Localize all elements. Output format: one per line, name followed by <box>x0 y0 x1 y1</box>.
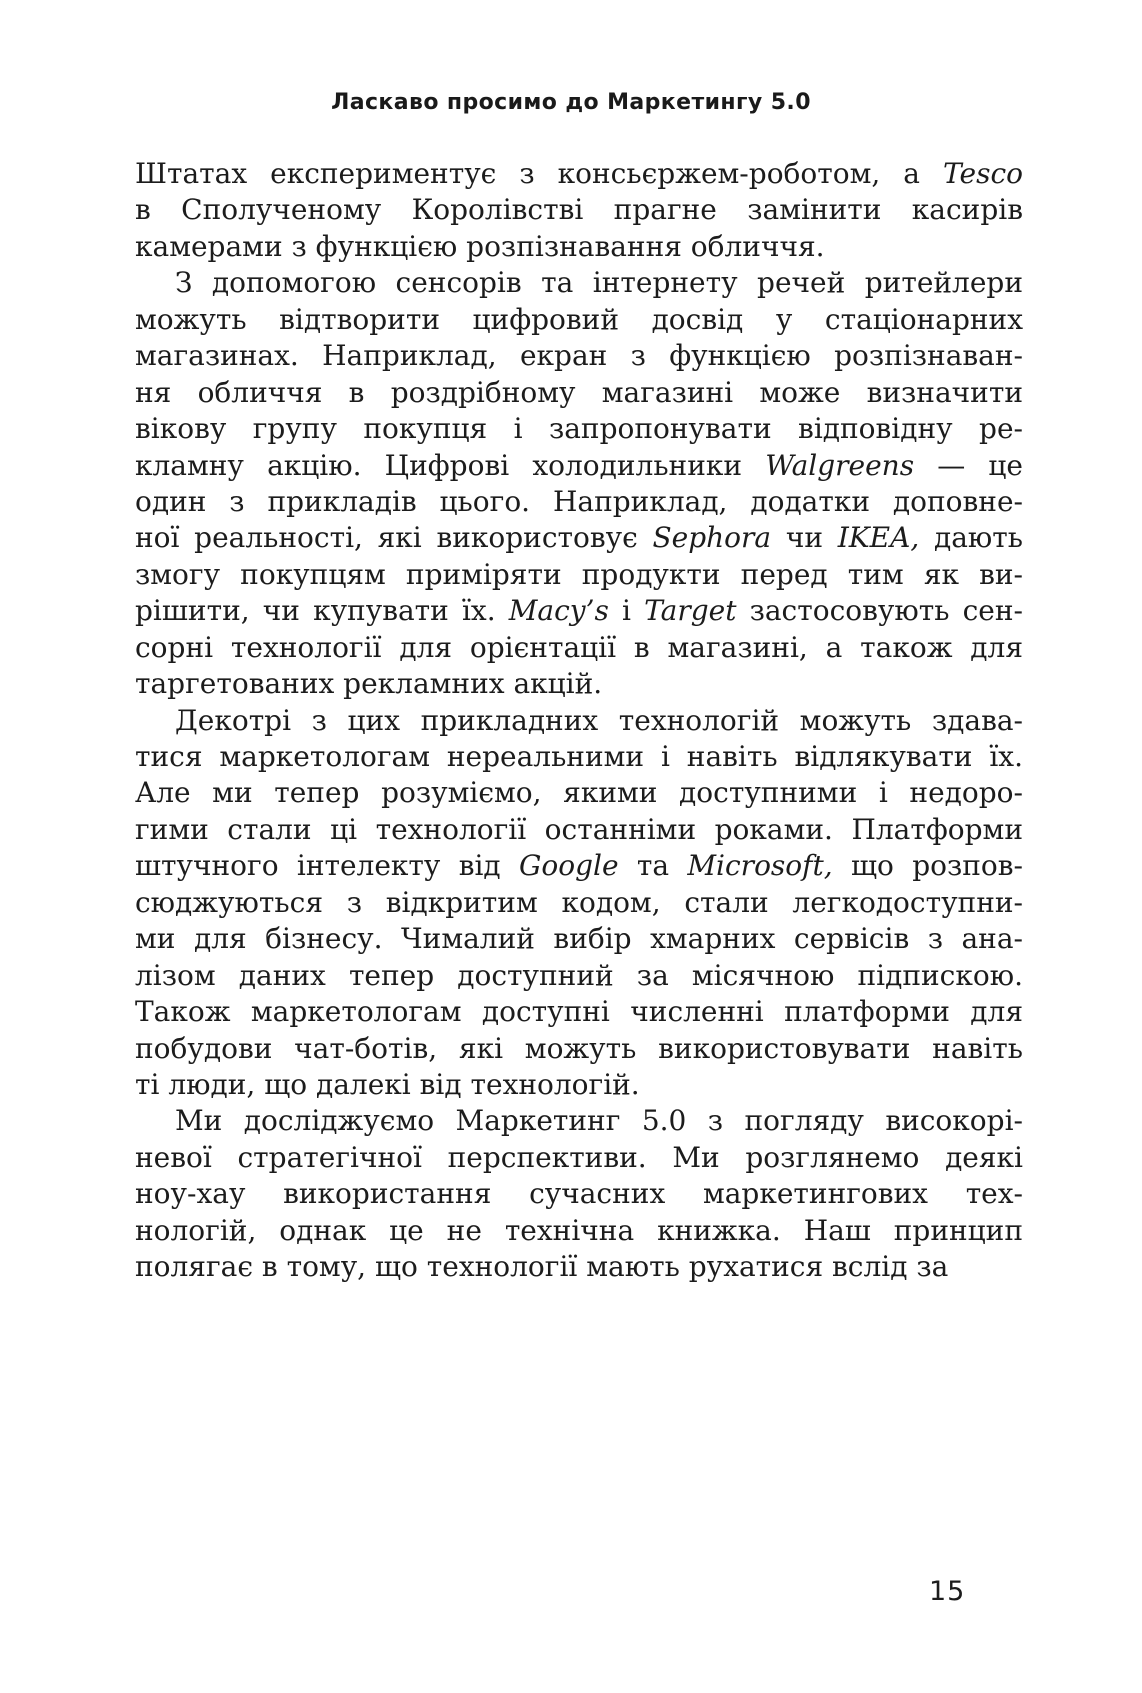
paragraph <box>135 703 1023 1104</box>
paragraph <box>135 265 1023 702</box>
text-run: і <box>608 594 645 628</box>
text-run: лізом даних тепер доступний за місячною підпискою. <box>135 958 1023 992</box>
italic-brand-name: Target <box>644 594 737 628</box>
text-run: тися маркетологам нереальними і навіть відлякувати їх. <box>135 740 1023 773</box>
text-run: ної реальності, які використовує <box>135 521 653 555</box>
paragraph <box>135 156 1023 265</box>
italic-brand-name: Walgreens <box>765 448 915 482</box>
text-run: таргетованих рекламних акцій. <box>135 667 603 701</box>
text-run: дають <box>919 521 1023 555</box>
text-run: Ми досліджуємо Маркетинг 5.0 з погляду високорі- <box>175 1104 1023 1138</box>
text-line <box>135 1176 1023 1212</box>
text-run: штучного інтелекту від <box>135 849 519 883</box>
text-run: рішити, чи купувати їх. <box>135 594 509 628</box>
text-line <box>135 1213 1023 1249</box>
text-line <box>135 484 1023 520</box>
text-line <box>135 1140 1023 1176</box>
text-run: можуть відтворити цифровий досвід у стаціонарних <box>135 302 1023 336</box>
text-run: невої стратегічної перспективи. Ми розглянемо деякі <box>135 1140 1023 1174</box>
text-line <box>135 994 1023 1030</box>
text-line <box>135 1031 1023 1067</box>
italic-brand-name: Macy’s <box>508 594 609 628</box>
text-line <box>135 921 1023 957</box>
text-line <box>135 703 1023 739</box>
text-run: в Сполученому Королівстві прагне замінити касирів <box>135 193 1023 227</box>
text-run: застосовують сен- <box>736 594 1023 628</box>
text-line <box>135 630 1023 666</box>
text-line <box>135 156 1023 192</box>
text-line <box>135 1067 1023 1103</box>
page-number: 15 <box>929 1576 966 1607</box>
text-run: вікову групу покупця і запропонувати відповідну ре- <box>135 412 1023 446</box>
text-line <box>135 192 1023 228</box>
running-head: Ласкаво просимо до Маркетингу 5.0 <box>331 90 811 115</box>
text-run: що розпов- <box>832 849 1024 883</box>
text-run: Декотрі з цих прикладних технологій можуть здава- <box>175 703 1023 737</box>
italic-brand-name: Google <box>519 849 619 883</box>
text-line <box>135 520 1023 556</box>
text-line <box>135 1103 1023 1139</box>
text-run: сорні технології для орієнтації в магазині, а також для <box>135 630 1023 664</box>
text-line <box>135 411 1023 447</box>
text-run: полягає в тому, що технології мають рухатися вслід за <box>135 1250 949 1284</box>
italic-brand-name: Sephora <box>652 521 772 555</box>
text-run: побудови чат-ботів, які можуть використовувати навіть <box>135 1031 1023 1065</box>
text-line <box>135 958 1023 994</box>
text-line <box>135 775 1023 811</box>
text-run: камерами з функцією розпізнавання обличчя. <box>135 229 825 263</box>
text-line <box>135 593 1023 629</box>
text-run: — це <box>914 448 1023 482</box>
text-run: нологій, однак це не технічна книжка. Наш принцип <box>135 1213 1023 1247</box>
text-run: ми для бізнесу. Чималий вибір хмарних сервісів з ана- <box>135 922 1023 956</box>
text-run: чи <box>771 521 838 555</box>
text-line <box>135 666 1023 702</box>
italic-brand-name: IKEA, <box>837 521 920 555</box>
text-run: ноу-хау використання сучасних маркетингових тех- <box>135 1177 1023 1211</box>
italic-brand-name: Tesco <box>943 157 1023 190</box>
text-run: ті люди, що далекі від технологій. <box>135 1067 640 1101</box>
paragraph <box>135 1103 1023 1285</box>
text-line <box>135 265 1023 301</box>
text-run: магазинах. Наприклад, екран з функцією розпізнаван- <box>135 339 1023 373</box>
text-run: гими стали ці технології останніми роками. Платформи <box>135 812 1023 846</box>
text-run: Штатах експериментує з консьєржем-роботом, а <box>135 157 944 190</box>
text-line <box>135 557 1023 593</box>
text-line <box>135 885 1023 921</box>
text-run: З допомогою сенсорів та інтернету речей ритейлери <box>175 266 1023 300</box>
text-line <box>135 848 1023 884</box>
text-run: один з прикладів цього. Наприклад, додатки доповне- <box>135 484 1023 518</box>
text-run: Але ми тепер розуміємо, якими доступними і недоро- <box>135 776 1023 810</box>
text-line <box>135 375 1023 411</box>
text-line <box>135 1249 1023 1285</box>
text-run: змогу покупцям приміряти продукти перед тим як ви- <box>135 557 1023 591</box>
text-run: кламну акцію. Цифрові холодильники <box>135 448 766 482</box>
text-line <box>135 338 1023 374</box>
text-run: та <box>618 849 688 883</box>
text-line <box>135 739 1023 775</box>
italic-brand-name: Microsoft, <box>687 849 833 883</box>
text-line <box>135 302 1023 338</box>
text-run: сюджуються з відкритим кодом, стали легкодоступни- <box>135 885 1023 919</box>
body-text <box>135 156 1023 1286</box>
text-line <box>135 812 1023 848</box>
text-line <box>135 229 1023 265</box>
text-line <box>135 448 1023 484</box>
text-run: ня обличчя в роздрібному магазині може визначити <box>135 375 1023 409</box>
text-run: Також маркетологам доступні численні платформи для <box>135 995 1023 1029</box>
